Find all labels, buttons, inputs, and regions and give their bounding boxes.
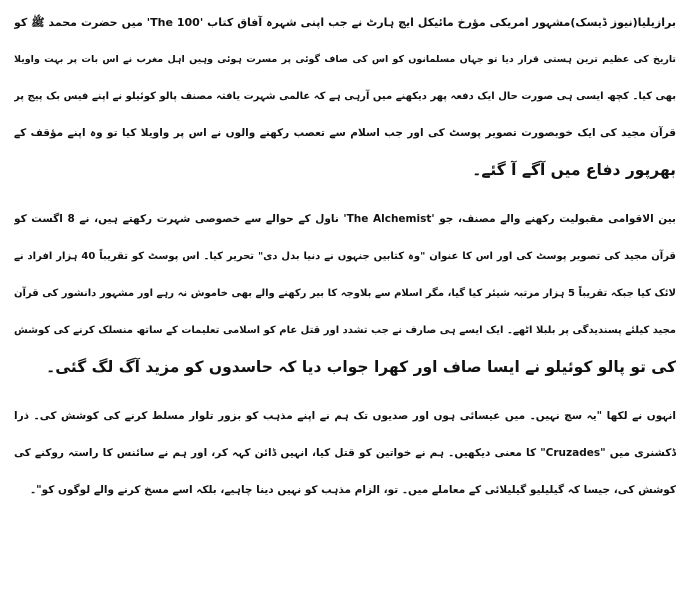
text-line: کی تو پالو کوئیلو نے ایسا صاف اور کھرا جواب دیا کہ حاسدوں کو مزید آگ لگ گئی۔ [46, 358, 676, 376]
text-line: ڈکشنری میں "Cruzades" کا معنی دیکھیں۔ ہم نے خواتین کو قتل کیا، انہیں ڈائن کہہ کر، اور ہم نے سائنس کا راستہ روکنے کی [14, 447, 676, 459]
text-line: قرآن مجید کی تصویر پوسٹ کی اور اس کا عنوان "وہ کتابیں جنہوں نے دنیا بدل دی" تحریر کیا۔ اس پوسٹ کو تقریباً 40 ہزار افراد نے [14, 251, 676, 262]
text-line: تاریخ کی عظیم ترین ہستی قرار دیا تو جہاں مسلمانوں کو اس کی صاف گوئی پر مسرت ہوئی وہیں اہل مغرب نے اس بات پر بہت واویلا [14, 54, 676, 65]
text-line: قرآن مجید کی ایک خوبصورت تصویر پوسٹ کی اور جب اسلام سے تعصب رکھنے والوں نے اس پر واویلا کیا تو وہ اپنے مؤقف کے [14, 127, 676, 139]
text-line: بین الاقوامی مقبولیت رکھنے والے مصنف، جو 'The Alchemist' ناول کے حوالے سے خصوصی شہرت رکھتے ہیں، نے 8 اگست کو [14, 213, 676, 225]
text-line: مجید کیلئے پسندیدگی پر بلبلا اٹھے۔ ایک ایسے ہی صارف نے جب تشدد اور قتل عام کو اسلامی تعلیمات کے ساتھ منسلک کرنے کی کوشش [14, 325, 676, 336]
paragraph-alchemist [14, 201, 676, 386]
text-line: بھی کیا۔ کچھ ایسی ہی صورت حال ایک دفعہ پھر دیکھنے میں آرہی ہے کہ عالمی شہرت یافتہ مصنف پالو کوئیلو نے اپنے فیس بک پیج پر [14, 91, 676, 102]
paragraph-quote [14, 398, 676, 509]
text-line: کوشش کی، جیسا کہ گیلیلیو گیلیلائی کے معاملے میں۔ تو، الزام مذہب کو نہیں دینا چاہیے، بلکہ اسے مسخ کرنے والے لوگوں کو"۔ [30, 484, 676, 496]
text-line: بھرپور دفاع میں آگے آ گئے۔ [472, 161, 676, 179]
text-line: برازیلیا(نیوز ڈیسک)مشہور امریکی مؤرخ مائیکل ایچ ہارٹ نے جب اپنی شہرہ آفاق کتاب 'The 100' میں حضرت محمد ﷺ کو [14, 16, 676, 29]
text-line: انہوں نے لکھا "یہ سچ نہیں۔ میں عیسائی ہوں اور صدیوں تک ہم نے اپنے مذہب کو بزور تلوار مسلط کرنے کی کوشش کی۔ ذرا [14, 410, 676, 422]
paragraph-intro [14, 4, 676, 189]
article-body [14, 4, 676, 521]
text-line: لائک کیا جبکہ تقریباً 5 ہزار مرتبہ شیئر کیا گیا، مگر اسلام سے بلاوجہ کا بیر رکھنے والے بھی خاموش نہ رہے اور مشہور دانشور کی قرآن [14, 288, 676, 299]
